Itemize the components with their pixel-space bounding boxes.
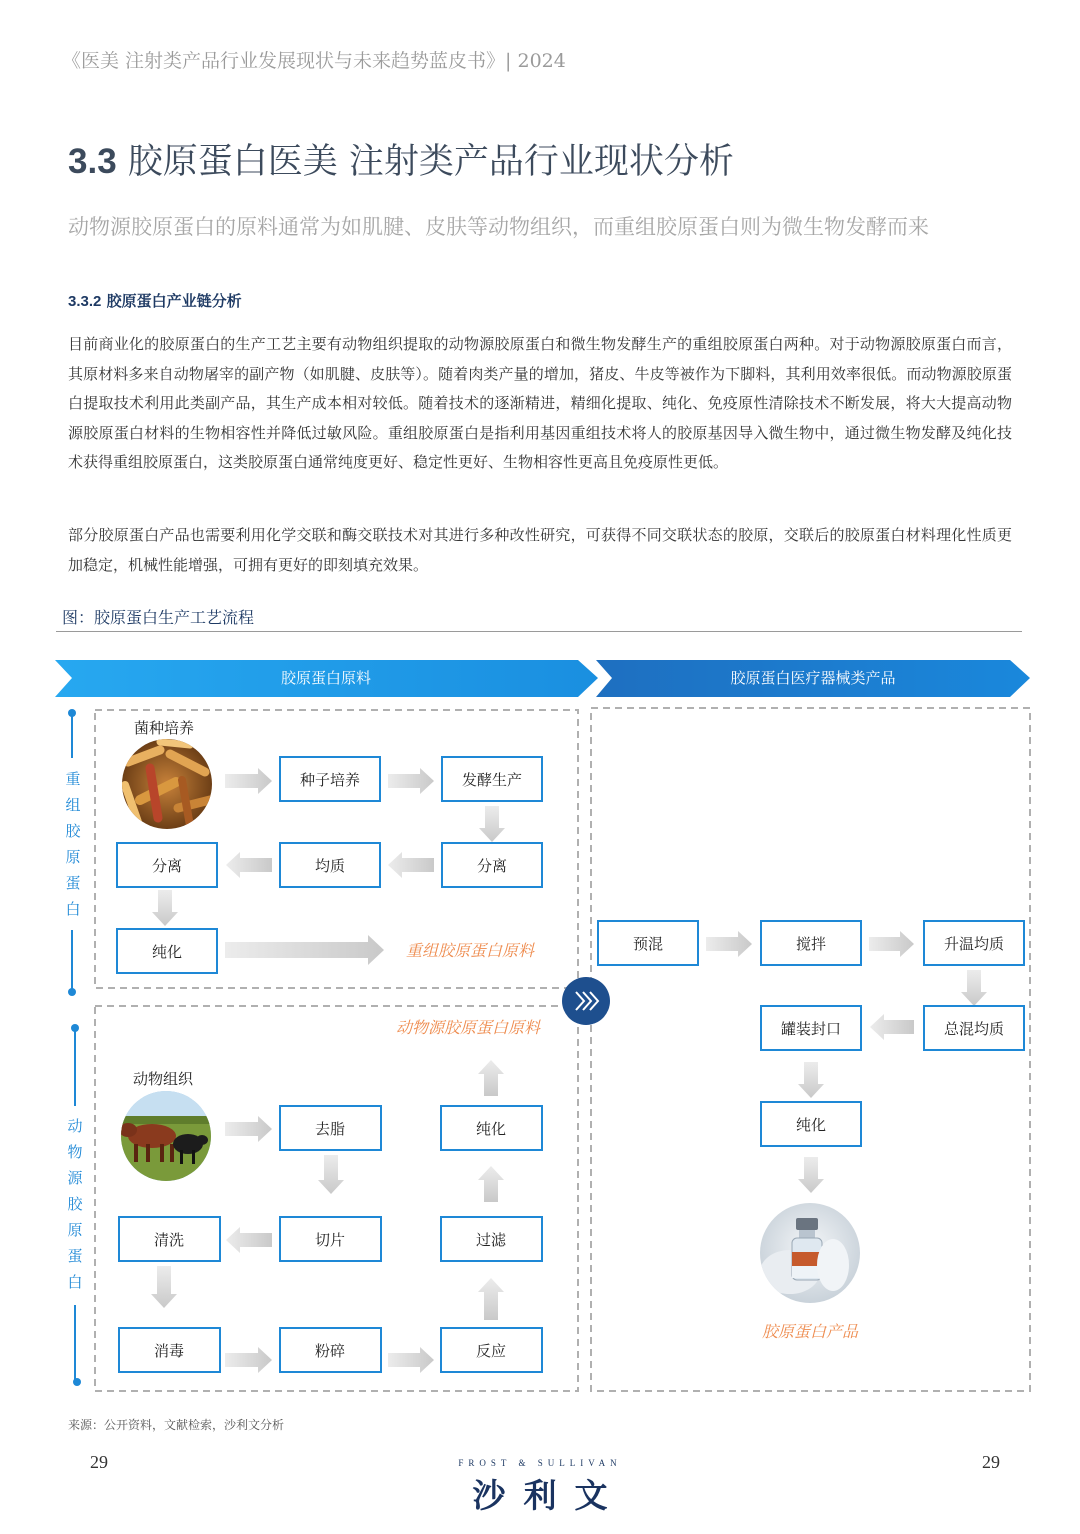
page-title [68,134,734,184]
section-number: 3.3.2 [68,293,102,310]
arrow-up-icon [478,1166,504,1202]
arrow-right-long-icon [225,935,384,965]
bacteria-culture-title: 菌种培养 [134,719,195,737]
arrow-left-icon [226,852,272,878]
step-degrease [280,1106,381,1150]
svg-text:过滤: 过滤 [475,1231,507,1249]
svg-text:切片: 切片 [314,1231,346,1249]
report-header: 《医美 注射类产品行业发展现状与未来趋势蓝皮书》| 2024 [62,50,566,72]
svg-text:物: 物 [67,1143,83,1161]
svg-text:原: 原 [65,848,81,866]
svg-text:组: 组 [65,796,81,814]
step-filter [441,1217,542,1261]
title-text: 胶原蛋白医美 注射类产品行业现状分析 [127,142,734,182]
svg-text:白: 白 [65,900,81,918]
svg-text:胶: 胶 [67,1195,83,1213]
svg-text:消毒: 消毒 [153,1342,185,1360]
vial-image [760,1203,860,1303]
svg-text:纯化: 纯化 [151,943,183,961]
arrow-right-icon [225,1116,272,1142]
step-separation-right [442,843,542,887]
logo-frost-sullivan-en: FROST & SULLIVAN [458,1458,622,1468]
arrow-down-icon [318,1155,344,1194]
process-flow-diagram [0,650,1080,1400]
svg-text:清洗: 清洗 [153,1231,185,1249]
title-number: 3.3 [68,142,117,181]
step-heat-homogenize [924,921,1024,965]
arrow-down-icon [151,1266,177,1308]
product-output-label: 胶原蛋白产品 [761,1322,859,1341]
page-number-left: 29 [90,1452,108,1472]
arrow-right-icon [706,931,752,957]
arrow-left-icon [388,852,434,878]
arrow-right-icon [388,768,434,794]
animal-tissue-title: 动物组织 [133,1070,194,1088]
svg-text:分离: 分离 [476,857,508,875]
band-medical-device-label: 胶原蛋白医疗器械类产品 [730,669,896,687]
svg-text:搅拌: 搅拌 [795,935,827,953]
svg-text:重: 重 [65,770,81,788]
svg-text:发酵生产: 发酵生产 [461,771,523,789]
svg-text:罐装封口: 罐装封口 [780,1020,842,1038]
svg-text:蛋: 蛋 [67,1247,83,1265]
svg-text:胶: 胶 [65,822,81,840]
svg-text:反应: 反应 [475,1342,507,1360]
figure-caption: 图：胶原蛋白生产工艺流程 [62,608,255,627]
side-label-animal [67,1024,83,1386]
arrow-left-icon [870,1014,914,1040]
svg-text:种子培养: 种子培养 [299,771,361,789]
svg-text:粉碎: 粉碎 [314,1342,346,1360]
step-premix [598,921,698,965]
arrow-right-icon [225,1347,272,1373]
band-raw-material-label: 胶原蛋白原料 [280,669,372,687]
svg-text:纯化: 纯化 [475,1120,507,1138]
step-stir [761,921,861,965]
page-number-right: 29 [982,1452,1000,1472]
arrow-down-icon [798,1157,824,1193]
caption-divider [56,631,1022,632]
page-subtitle: 动物源胶原蛋白的原料通常为如肌腱、皮肤等动物组织，而重组胶原蛋白则为微生物发酵而来 [68,215,929,239]
svg-text:原: 原 [67,1221,83,1239]
section-text: 胶原蛋白产业链分析 [106,292,242,310]
svg-text:预混: 预混 [632,935,664,953]
svg-text:纯化: 纯化 [795,1116,827,1134]
arrow-down-icon [479,806,505,842]
arrow-down-icon [152,890,178,926]
arrow-down-icon [798,1062,824,1098]
svg-text:分离: 分离 [151,857,183,875]
arrow-left-icon [226,1227,272,1253]
arrow-right-icon [388,1347,434,1373]
step-slice [280,1217,381,1261]
step-react [441,1328,542,1372]
svg-text:白: 白 [67,1273,83,1291]
band-medical-device [596,660,1030,697]
step-fermentation [442,757,542,801]
step-crush [280,1328,381,1372]
animal-output-label: 动物源胶原蛋白原料 [395,1018,541,1037]
arrow-right-icon [869,931,914,957]
step-purify-recombinant [117,929,217,973]
step-separation-left [117,843,217,887]
bacteria-image [122,739,212,829]
svg-text:去脂: 去脂 [314,1120,346,1138]
step-purify-animal [441,1106,542,1150]
recombinant-output-label: 重组胶原蛋白原料 [405,941,535,960]
step-fill-seal [761,1006,861,1050]
step-wash [119,1217,220,1261]
logo-frost-sullivan-cn: 沙利文 [472,1476,626,1515]
arrow-up-icon [478,1060,504,1096]
body-paragraph-2: 部分胶原蛋白产品也需要利用化学交联和酶交联技术对其进行多种改性研究，可获得不同交联状态的胶原，交联后的胶原蛋白材料理化性质更加稳定，机械性能增强，可拥有更好的即刻填充效果。 [68,526,1012,574]
svg-text:总混均质: 总混均质 [943,1020,1005,1038]
step-homogenize [280,843,380,887]
svg-text:源: 源 [67,1169,83,1187]
step-disinfect [119,1328,220,1372]
arrow-up-icon [478,1278,504,1320]
body-paragraph-1: 目前商业化的胶原蛋白的生产工艺主要有动物组织提取的动物源胶原蛋白和微生物发酵生产的重组胶原蛋白两种。对于动物源胶原蛋白而言，其原材料多来自动物屠宰的副产物（如肌腱、皮肤等）。随着肉类产量的增加，猪皮、牛皮等被作为下脚料，其利用效率很低。而动物源胶原蛋白提取技术利用此类副产品，其生产成本相对较低。随着技术的逐渐精进，精细化提取、纯化、免疫原性清除技术不断发展，将大大提高动物源胶原蛋白材料的生物相容性并降低过敏风险。重组胶原蛋白是指利用基因重组技术将人的胶原基因导入微生物中，通过微生物发酵及纯化技术获得重组胶原蛋白，这类胶原蛋白通常纯度更好、稳定性更好、生物相容性更高且免疫原性更低。 [68,335,1012,471]
step-seed-culture [280,757,380,801]
step-total-homogenize [924,1006,1024,1050]
source-note: 来源：公开资料，文献检索，沙利文分析 [68,1418,285,1432]
svg-text:均质: 均质 [314,857,346,875]
step-purify-product [761,1102,861,1146]
band-raw-material [55,660,598,697]
side-label-recombinant [65,709,81,996]
svg-text:蛋: 蛋 [65,874,81,892]
arrow-down-icon [961,970,987,1006]
section-heading [68,290,242,311]
svg-text:升温均质: 升温均质 [943,935,1005,953]
cattle-image [119,1090,212,1182]
svg-text:动: 动 [67,1117,83,1135]
arrow-right-icon [225,768,272,794]
double-chevron-right-icon [562,977,610,1025]
